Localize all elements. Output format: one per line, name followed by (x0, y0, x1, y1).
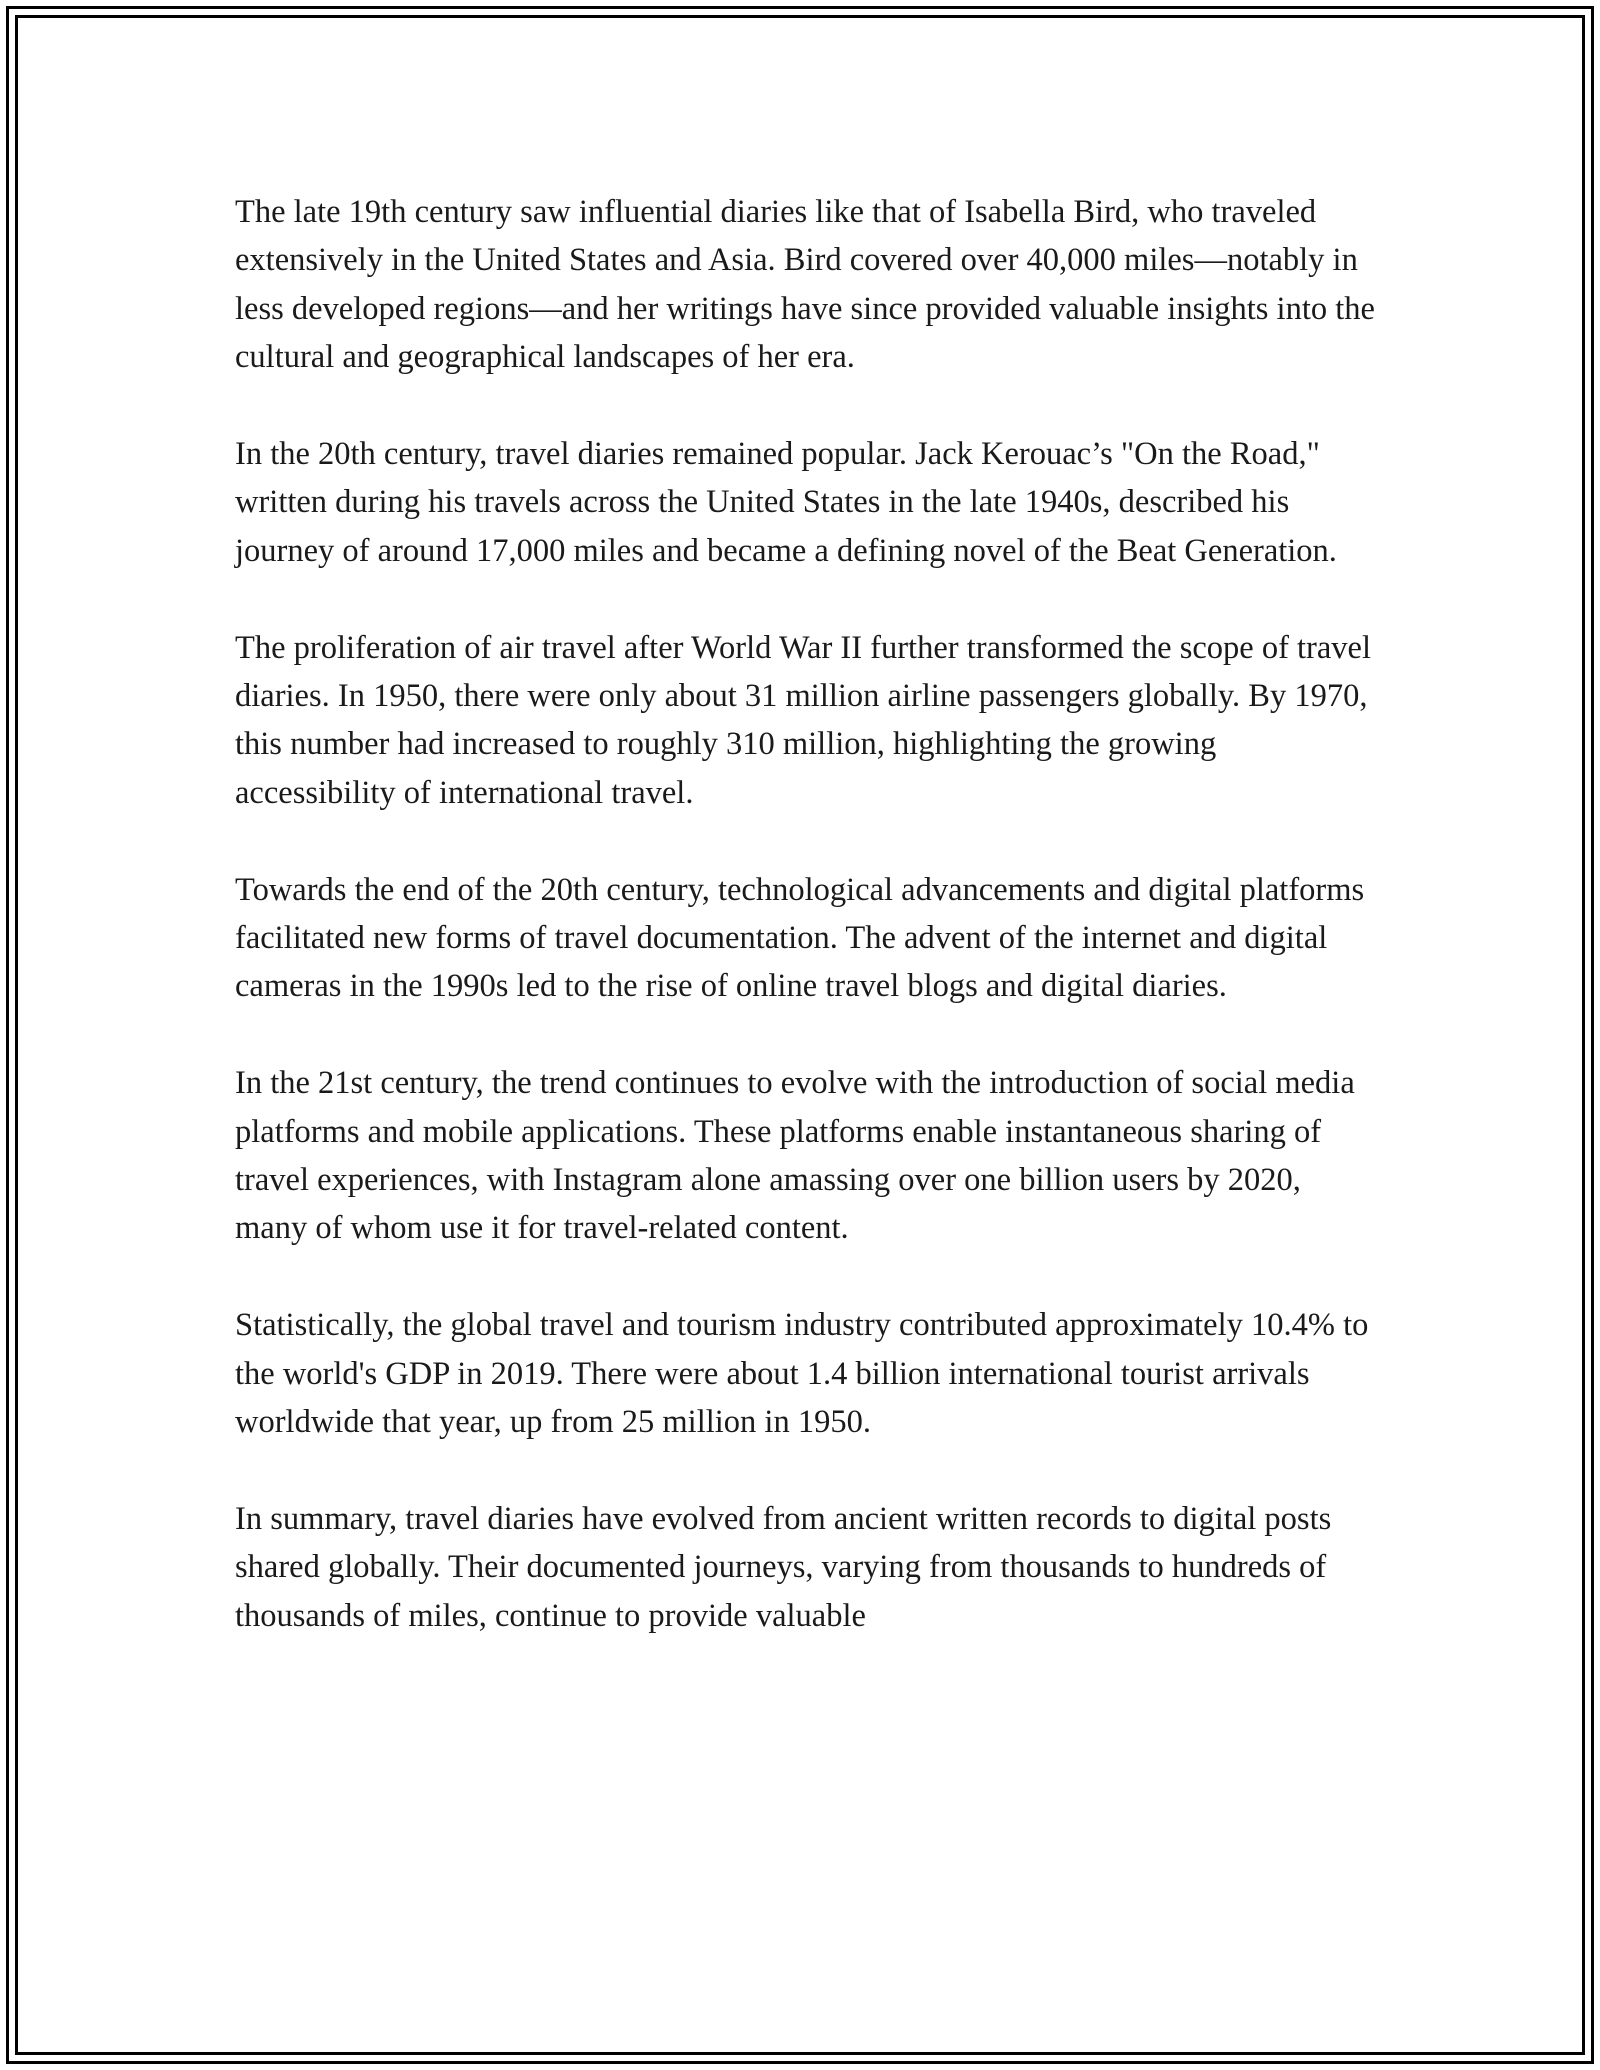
paragraph-air-travel: The proliferation of air travel after World War II further transformed the scope of travel diaries. In 1950, there were only about 31 million airline passengers globally. By 1970, this number had increased to roughly 310 million, highlighting the growing accessibility of international travel. (235, 629, 1371, 811)
paragraph-isabella-bird: The late 19th century saw influential diaries like that of Isabella Bird, who traveled extensively in the United States and Asia. Bird covered over 40,000 miles—notably in less developed regions—and her writings have since provided valuable insights into the cultural and geographical landscapes of her era. (235, 194, 1375, 376)
document-body (235, 188, 1375, 1688)
paragraph-social-media: In the 21st century, the trend continues to evolve with the introduction of social media platforms and mobile applications. These platforms enable instantaneous sharing of travel experiences, with Instagram alone amassing over one billion users by 2020, many of whom use it for travel-related content. (235, 1065, 1355, 1247)
paragraph-digital-platforms: Towards the end of the 20th century, technological advancements and digital platforms facilitated new forms of travel documentation. The advent of the internet and digital cameras in the 1990s led to the rise of online travel blogs and digital diaries. (235, 871, 1365, 1005)
paragraph-kerouac: In the 20th century, travel diaries remained popular. Jack Kerouac’s "On the Road," written during his travels across the United States in the late 1940s, described his journey of around 17,000 miles and became a defining novel of the Beat Generation. (235, 436, 1337, 569)
paragraph-summary: In summary, travel diaries have evolved from ancient written records to digital posts shared globally. Their documented journeys, varying from thousands to hundreds of thousands of miles, continue to provide valuable (235, 1500, 1332, 1634)
paragraph-statistics: Statistically, the global travel and tourism industry contributed approximately 10.4% to the world's GDP in 2019. There were about 1.4 billion international tourist arrivals worldwide that year, up from 25 million in 1950. (235, 1307, 1369, 1441)
